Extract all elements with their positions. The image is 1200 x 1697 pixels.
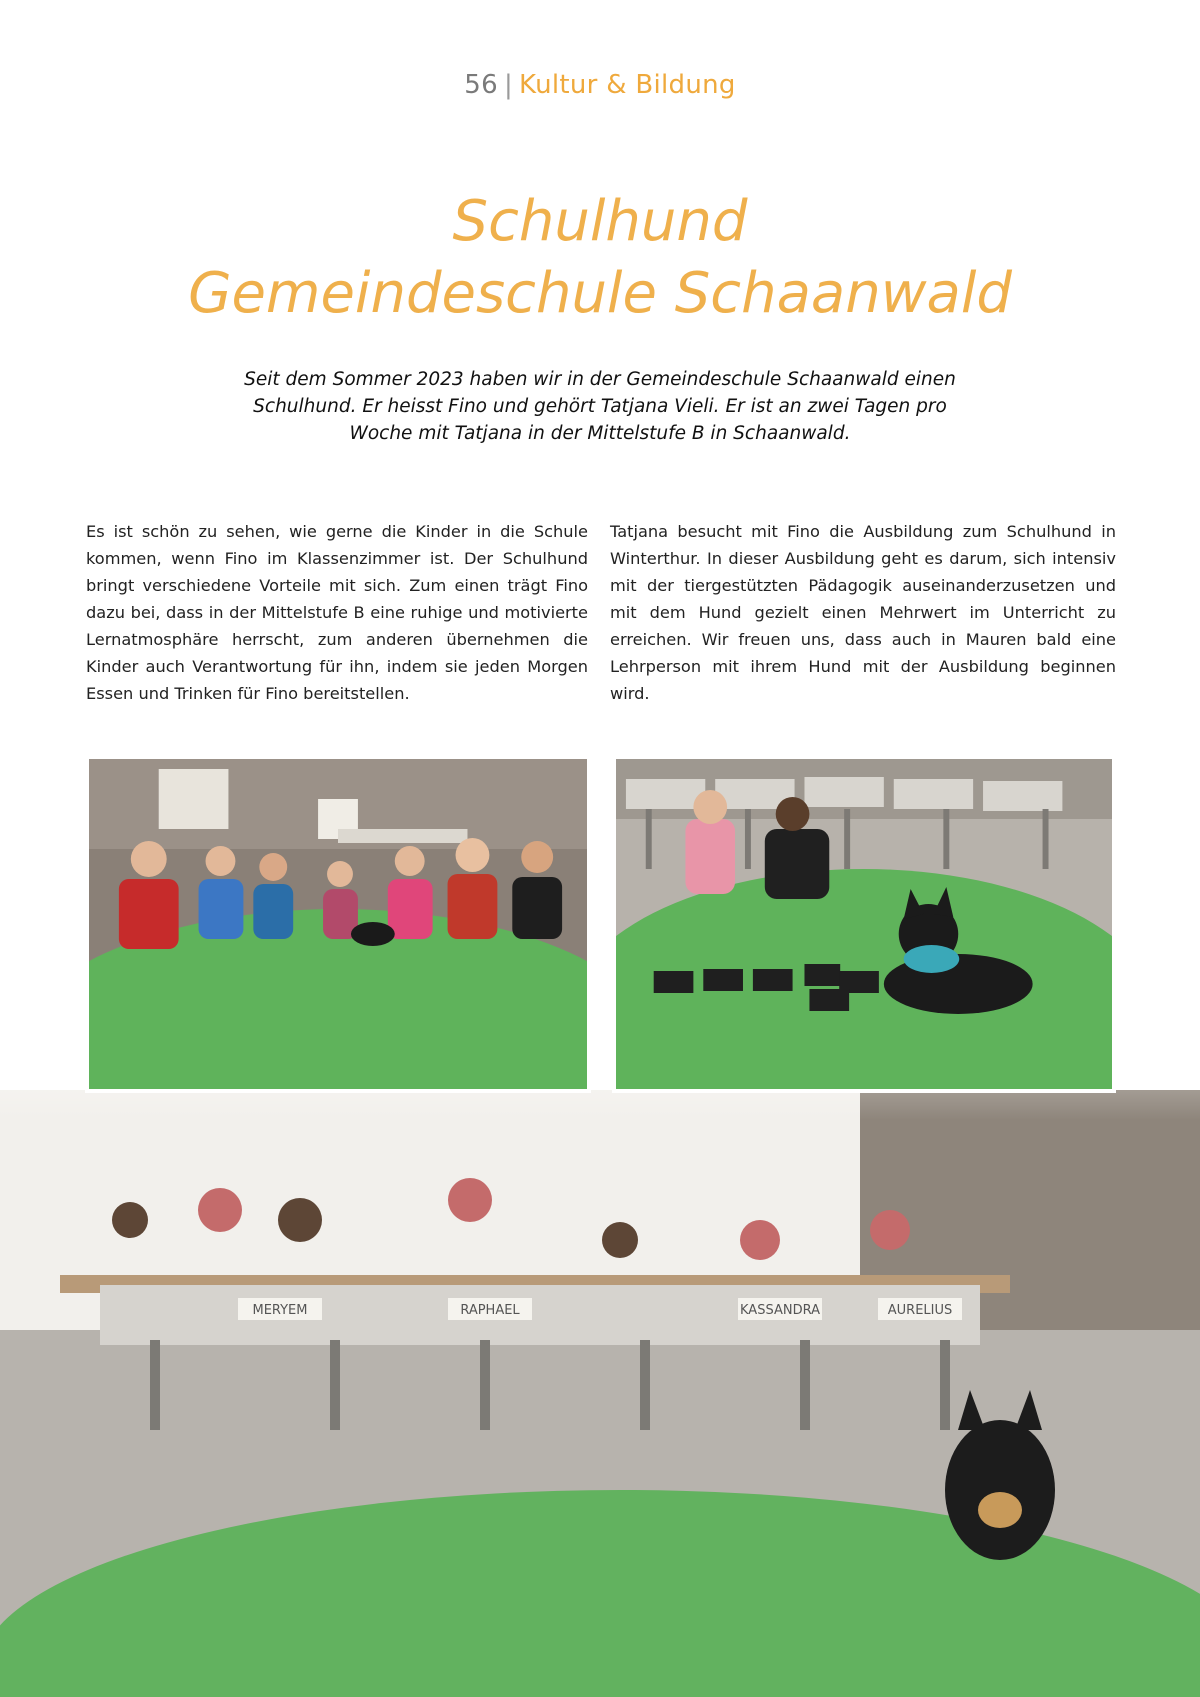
svg-text:MERYEM: MERYEM (252, 1303, 308, 1318)
svg-text:AURELIUS: AURELIUS (887, 1303, 953, 1318)
section-name: Kultur & Bildung (519, 70, 736, 100)
article-lead: Seit dem Sommer 2023 haben wir in der Gemeindeschule Schaanwald einen Schulhund. Er heisst Fino und gehört Tatjana Vieli. Er ist an zwei Tagen pro Woche mit Tatjana in der Mittelstufe B in Schaanwald. (244, 369, 956, 444)
desk-name-tag (448, 1298, 532, 1320)
page-number: 56 (464, 70, 498, 100)
desk-name-tag (238, 1298, 322, 1320)
desk-name-tag (878, 1298, 962, 1320)
header-separator: | (503, 70, 514, 100)
desk-name-tag (738, 1298, 822, 1320)
photo-classroom-desks-illustration (0, 1090, 1200, 1697)
title-line-2: Gemeindeschule Schaanwald (188, 261, 1012, 326)
running-header (0, 70, 1200, 100)
photo-dog-on-carpet-illustration (616, 759, 1112, 1089)
title-line-1: Schulhund (452, 189, 748, 254)
body-column-right: Tatjana besucht mit Fino die Ausbildung zum Schulhund in Winterthur. In dieser Ausbildung geht es darum, sich intensiv mit der tiergestützten Pädagogik auseinanderzusetzen und mit dem Hund gezielt einen Mehrwert im Unterricht zu erreichen. Wir freuen uns, dass auch in Mauren bald eine Lehrperson mit ihrem Hund mit der Ausbildung beginnen wird. (610, 522, 1116, 703)
photo-dog-on-carpet (612, 755, 1116, 1093)
photo-circle-of-children (85, 755, 591, 1093)
photo-classroom-desks (0, 1090, 1200, 1697)
svg-text:RAPHAEL: RAPHAEL (460, 1303, 520, 1318)
body-column-left: Es ist schön zu sehen, wie gerne die Kinder in die Schule kommen, wenn Fino im Klassenzimmer ist. Der Schulhund bringt verschiedene Vorteile mit sich. Zum einen trägt Fino dazu bei, dass in der Mittelstufe B eine ruhige und motivierte Lernatmosphäre herrscht, zum anderen übernehmen die Kinder auch Verantwortung für ihn, indem sie jeden Morgen Essen und Trinken für Fino bereitstellen. (86, 522, 588, 703)
article-title (0, 186, 1200, 330)
svg-text:KASSANDRA: KASSANDRA (740, 1303, 820, 1318)
photo-circle-of-children-illustration (89, 759, 587, 1089)
